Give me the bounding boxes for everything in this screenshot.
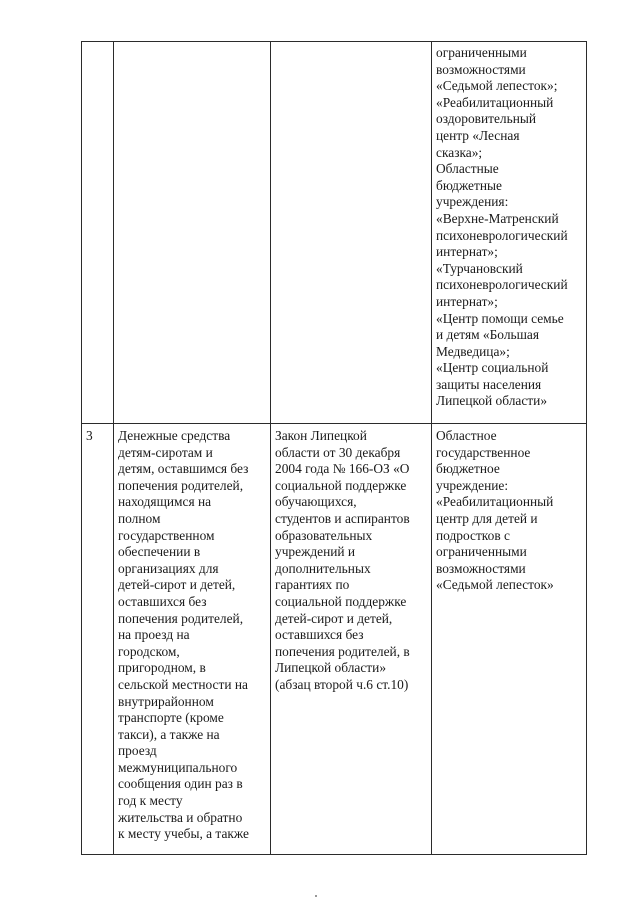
description-cell	[114, 424, 271, 855]
institutions-text: Областное государственное бюджетное учреждение: «Реабилитационный центр для детей и подростков с ограниченными возможностями «Седьмой лепесток»	[436, 428, 554, 593]
row-number-cell	[82, 424, 114, 855]
law-cell	[271, 424, 432, 855]
description-text: Денежные средства детям-сиротам и детям, оставшимся без попечения родителей, находящимся на полном государственном обеспечении в организациях для детей-сирот и детей, оставшихся без попечения родителей, на проезд на городском, пригородном, в сельской местности на внутрирайонном транспорте (кроме такси), а также на проезд межмуниципального сообщения один раз в год к месту жительства и обратно к месту учебы, а также	[118, 428, 249, 842]
document-table	[81, 41, 587, 855]
institutions-text: ограниченными возможностями «Седьмой лепесток»; «Реабилитационный оздоровительный центр «Лесная сказка»; Областные бюджетные учреждения: «Верхне-Матренский психоневрологический интернат»; «Турчановский психоневрологический интернат»; «Центр помощи семье и детям «Большая Медведица»; «Центр социальной защиты населения Липецкой области»	[436, 45, 568, 409]
description-cell	[114, 42, 271, 424]
table-row	[82, 424, 587, 855]
row-number-cell	[82, 42, 114, 424]
row-number: 3	[86, 428, 93, 443]
scan-speck	[315, 895, 317, 897]
table-row	[82, 42, 587, 424]
institutions-cell	[432, 42, 587, 424]
law-text: Закон Липецкой области от 30 декабря 2004 года № 166-ОЗ «О социальной поддержке обучающихся, студентов и аспирантов образовательных учреждений и дополнительных гарантиях по социальной поддержке детей-сирот и детей, оставшихся без попечения родителей, в Липецкой области» (абзац второй ч.6 ст.10)	[275, 428, 410, 692]
institutions-cell	[432, 424, 587, 855]
law-cell	[271, 42, 432, 424]
